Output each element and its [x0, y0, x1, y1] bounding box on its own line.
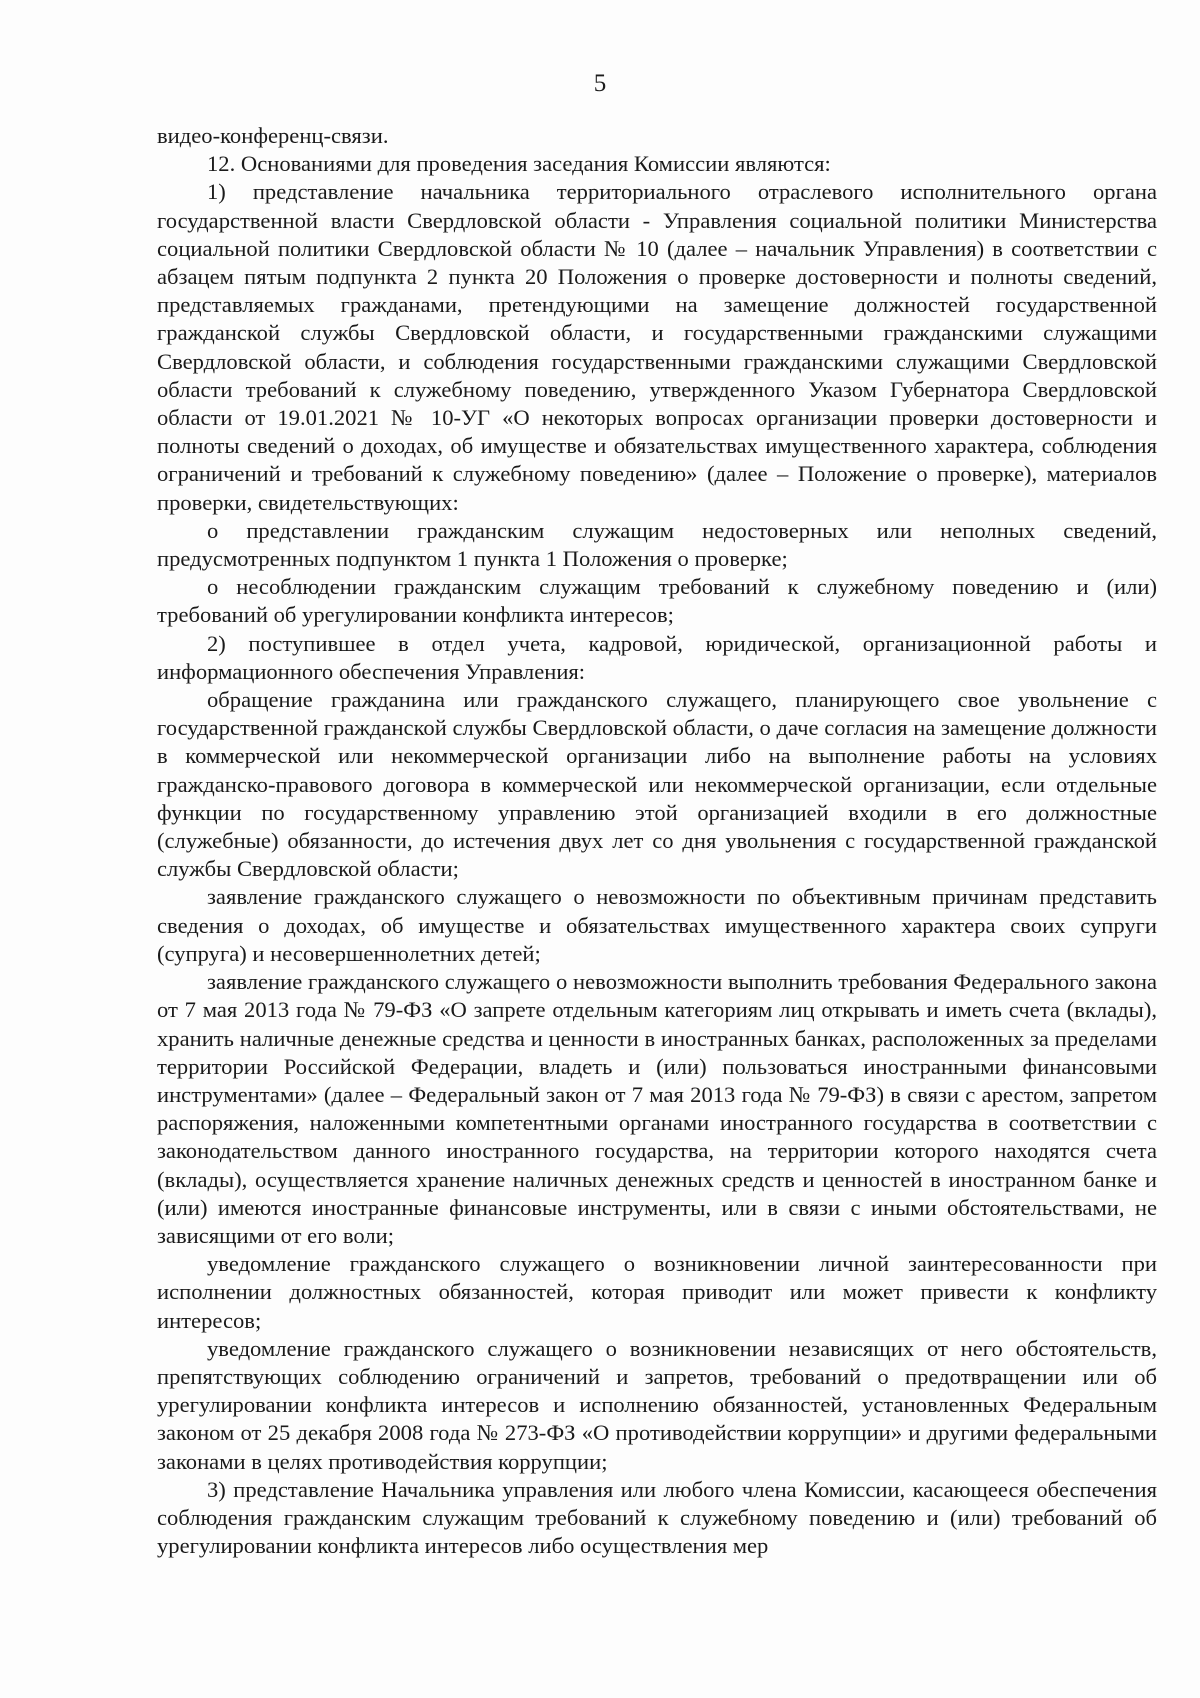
page-number: 5 — [593, 70, 607, 97]
paragraph: заявление гражданского служащего о невозможности выполнить требования Федерального закона от 7 мая 2013 года № 79-ФЗ «О запрете отдельным категориям лиц открывать и иметь счета (вклады), хранить наличные денежные средства и ценности в иностранных банках, расположенных за пределами территории Российской Федерации, владеть и (или) пользоваться иностранными финансовыми инструментами» (далее – Федеральный закон от 7 мая 2013 года № 79-ФЗ) в связи с арестом, запретом распоряжения, наложенными компетентными органами иностранного государства в соответствии с законодательством данного иностранного государства, на территории которого находятся счета (вклады), осуществляется хранение наличных денежных средств и ценностей в иностранном банке и (или) имеются иностранные финансовые инструменты, или в связи с иными обстоятельствами, не зависящими от его воли; — [157, 969, 1157, 1248]
paragraph: о представлении гражданским служащим недостоверных или неполных сведений, предусмотренных подпунктом 1 пункта 1 Положения о проверке; — [157, 517, 1157, 572]
paragraph: уведомление гражданского служащего о возникновении личной заинтересованности при исполнении должностных обязанностей, которая приводит или может привести к конфликту интересов; — [157, 1251, 1157, 1333]
paragraph: 12. Основаниями для проведения заседания Комиссии являются: — [207, 151, 831, 177]
paragraph: 3) представление Начальника управления или любого члена Комиссии, касающееся обеспечения соблюдения гражданским служащим требований к служебному поведению и (или) требований об урегулировании конфликта интересов либо осуществления мер — [157, 1476, 1157, 1559]
paragraph: видео-конференц-связи. — [157, 123, 389, 148]
paragraph: заявление гражданского служащего о невозможности по объективным причинам представить сведения о доходах, об имуществе и обязательствах имущественного характера своих супруги (супруга) и несовершеннолетних детей; — [157, 884, 1157, 966]
paragraph: о несоблюдении гражданским служащим требований к служебному поведению и (или) требований об урегулировании конфликта интересов; — [157, 574, 1157, 628]
paragraph: 1) представление начальника территориального отраслевого исполнительного органа государственной власти Свердловской области - Управления социальной политики Министерства социальной политики Свердловской области № 10 (далее – начальник Управления) в соответствии с абзацем пятым подпункта 2 пункта 20 Положения о проверке достоверности и полноты сведений, представляемых гражданами, претендующими на замещение должностей государственной гражданской службы Свердловской области, и государственными гражданскими служащими Свердловской области, и соблюдения государственными гражданскими служащими Свердловской области требований к служебному поведению, утвержденного Указом Губернатора Свердловской области от 19.01.2021 № 10-УГ «О некоторых вопросах организации проверки достоверности и полноты сведений о доходах, об имуществе и обязательствах имущественного характера, соблюдения ограничений и требований к служебному поведению» (далее – Положение о проверке), материалов проверки, свидетельствующих: — [157, 179, 1157, 515]
paragraph: обращение гражданина или гражданского служащего, планирующего свое увольнение с государственной гражданской службы Свердловской области, о даче согласия на замещение должности в коммерческой или некоммерческой организации либо на выполнение работы на условиях гражданско-правового договора в коммерческой или некоммерческой организации, если отдельные функции по государственному управлению этой организацией входили в его должностные (служебные) обязанности, до истечения двух лет со дня увольнения с государственной гражданской службы Свердловской области; — [157, 687, 1157, 882]
paragraph: уведомление гражданского служащего о возникновении независящих от него обстоятельств, препятствующих соблюдению ограничений и запретов, требований о предотвращении или об урегулировании конфликта интересов и исполнению обязанностей, установленных Федеральным законом от 25 декабря 2008 года № 273-ФЗ «О противодействии коррупции» и другими федеральными законами в целях противодействия коррупции; — [157, 1335, 1157, 1474]
document-body — [157, 122, 1157, 1560]
paragraph: 2) поступившее в отдел учета, кадровой, юридической, организационной работы и информационного обеспечения Управления: — [157, 630, 1157, 684]
